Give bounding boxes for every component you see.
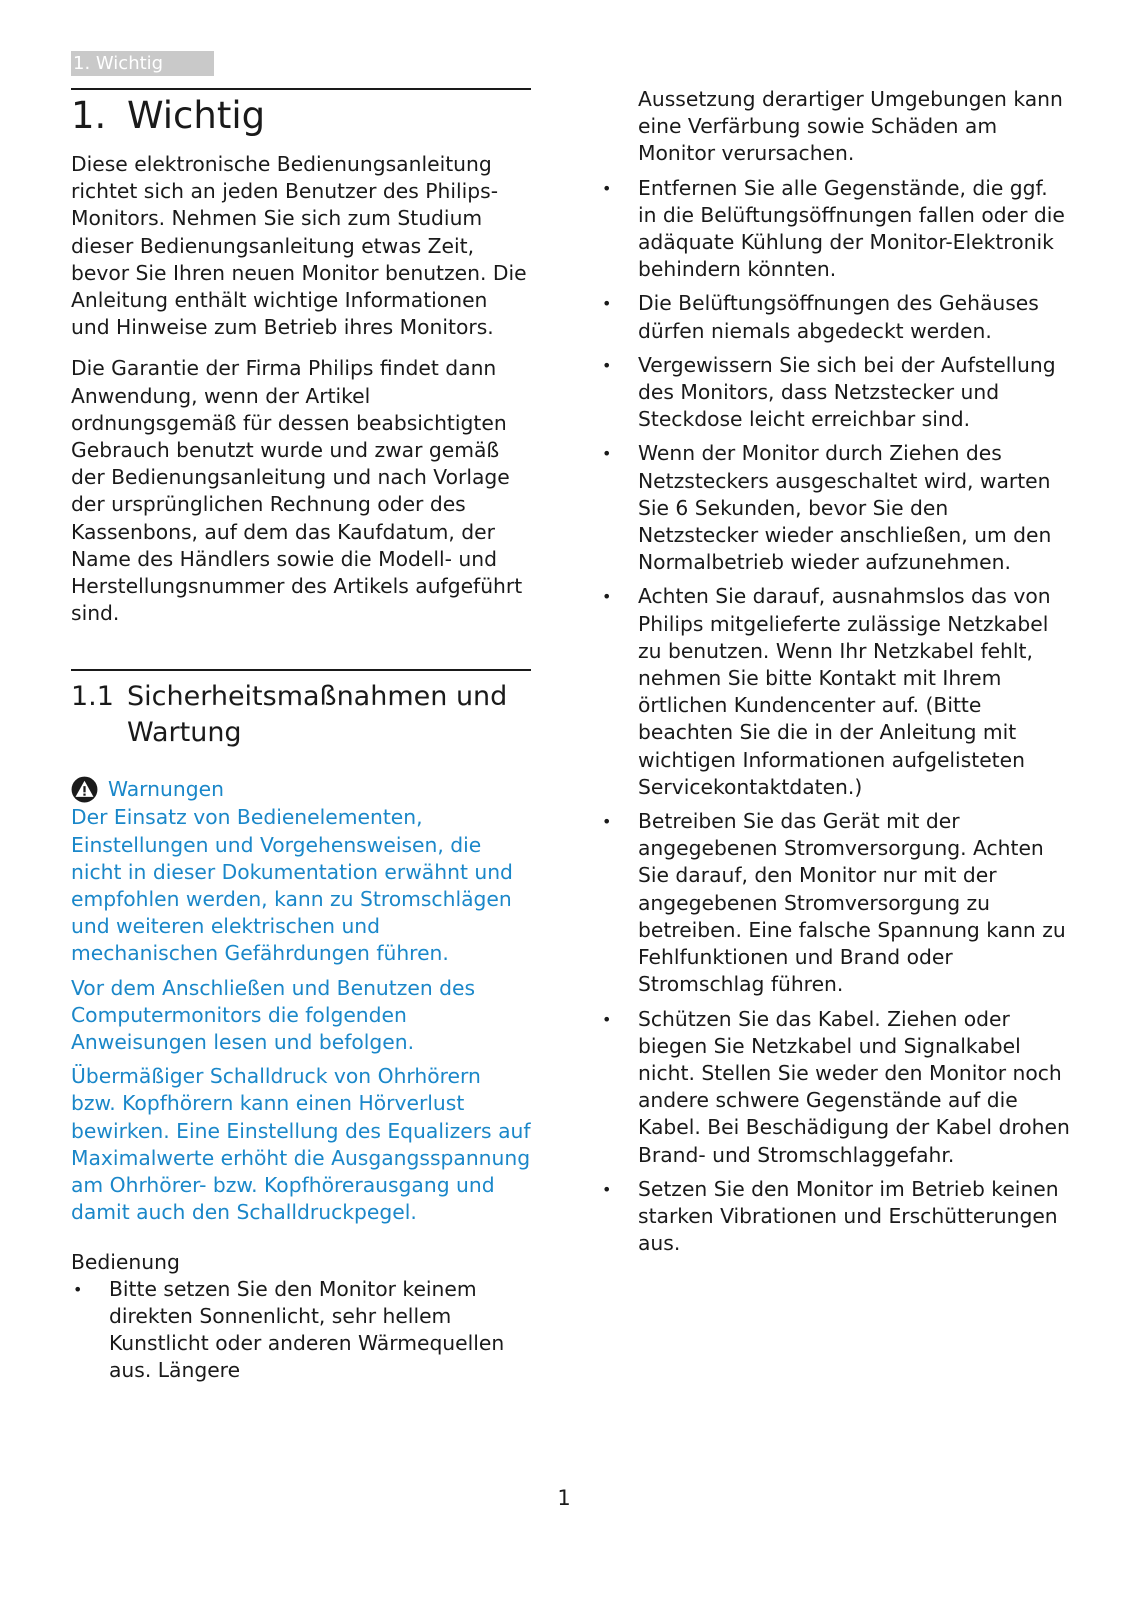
list-item xyxy=(71,1276,531,1385)
list-item-text: Setzen Sie den Monitor im Betrieb keinen starken Vibrationen und Erschütterungen aus. xyxy=(638,1176,1059,1256)
list-item-text: Bitte setzen Sie den Monitor keinem direkten Sonnenlicht, sehr hellem Kunstlicht oder anderen Wärmequellen aus. Längere xyxy=(109,1276,505,1383)
warning-paragraph-2: Vor dem Anschließen und Benutzen des Computermonitors die folgenden Anweisungen lesen und befolgen. xyxy=(71,975,476,1055)
list-item xyxy=(600,290,1070,344)
section-title: Sicherheitsmaßnahmen und Wartung xyxy=(127,681,508,749)
section-rule xyxy=(71,669,531,671)
operation-list-right xyxy=(600,175,1070,1258)
running-header-tab: 1. Wichtig xyxy=(71,51,214,76)
list-item xyxy=(600,808,1070,998)
list-item-text: Die Belüftungsöffnungen des Gehäuses dürfen niemals abgedeckt werden. xyxy=(638,291,1039,343)
bullet-marker: • xyxy=(602,178,612,198)
list-item-text: Vergewissern Sie sich bei der Aufstellung des Monitors, dass Netzstecker und Steckdose leicht erreichbar sind. xyxy=(638,352,1056,432)
list-item xyxy=(600,175,1070,284)
section-number: 1.1 xyxy=(71,681,114,713)
intro-paragraph-1: Diese elektronische Bedienungsanleitung richtet sich an jeden Benutzer des Philips-Monitors. Nehmen Sie sich zum Studium dieser Bedienungsanleitung etwas Zeit, bevor Sie Ihren neuen Monitor benutzen. Die Anleitung enthält wichtige Informationen und Hinweise zum Betrieb ihres Monitors. xyxy=(71,152,527,340)
list-item xyxy=(600,352,1070,434)
intro-paragraph-2: Die Garantie der Firma Philips findet dann Anwendung, wenn der Artikel ordnungsgemäß für dessen beabsichtigten Gebrauch benutzt wurde und zwar gemäß der Bedienungsanleitung und nach Vorlage der ursprünglichen Rechnung oder des Kassenbons, auf dem das Kaufdatum, der Name des Händlers sowie die Modell- und Herstellungsnummer des Artikels aufgeführt sind. xyxy=(71,356,523,626)
left-column xyxy=(71,88,531,1384)
warning-triangle-icon xyxy=(71,776,98,803)
chapter-title: Wichtig xyxy=(127,94,266,137)
page-number: 1 xyxy=(557,1486,571,1510)
list-item-text: Schützen Sie das Kabel. Ziehen oder biegen Sie Netzkabel und Signalkabel nicht. Stellen Sie weder den Monitor noch andere schwere Gegenstände auf die Kabel. Bei Beschädigung der Kabel drohen Brand- und Stromschlaggefahr. xyxy=(638,1006,1070,1167)
bullet-marker: • xyxy=(602,587,612,607)
right-column xyxy=(600,86,1070,1257)
operation-heading: Bedienung xyxy=(71,1249,180,1274)
list-item-text: Achten Sie darauf, ausnahmslos das von Philips mitgelieferte zulässige Netzkabel zu benutzen. Wenn Ihr Netzkabel fehlt, nehmen Sie bitte Kontakt mit Ihrem örtlichen Kundencenter auf. (Bitte beachten Sie die in der Anleitung mit wichtigen Informationen aufgelisteten Servicekontaktdaten.) xyxy=(638,584,1051,799)
bullet-marker: • xyxy=(73,1279,83,1299)
chapter-heading xyxy=(71,93,531,139)
warning-title: Warnungen xyxy=(108,777,224,802)
list-item-text: Entfernen Sie alle Gegenstände, die ggf. in die Belüftungsöffnungen fallen oder die adäquate Kühlung der Monitor-Elektronik behindern könnten. xyxy=(638,175,1065,282)
list-item xyxy=(600,583,1070,801)
bullet-marker: • xyxy=(602,355,612,375)
operation-list-left xyxy=(71,1276,531,1385)
list-item-text: Betreiben Sie das Gerät mit der angegebenen Stromversorgung. Achten Sie darauf, den Monitor nur mit der angegebenen Stromversorgung zu betreiben. Eine falsche Spannung kann zu Fehlfunktionen und Brand oder Stromschlag führen. xyxy=(638,809,1066,997)
list-item-continuation: Aussetzung derartiger Umgebungen kann eine Verfärbung sowie Schäden am Monitor verursachen. xyxy=(638,87,1063,166)
chapter-number: 1. xyxy=(71,94,107,137)
bullet-marker: • xyxy=(602,444,612,464)
warning-paragraph-1: Der Einsatz von Bedienelementen, Einstellungen und Vorgehensweisen, die nicht in dieser Dokumentation erwähnt und empfohlen werden, kann zu Stromschlägen und weiteren elektrischen und mechanischen Gefährdungen führen. xyxy=(71,805,513,966)
list-item xyxy=(600,1006,1070,1169)
chapter-rule xyxy=(71,88,531,90)
bullet-marker: • xyxy=(602,1009,612,1029)
bullet-marker: • xyxy=(602,812,612,832)
bullet-marker: • xyxy=(602,294,612,314)
section-heading xyxy=(71,679,531,751)
warning-heading xyxy=(71,776,531,803)
bullet-marker: • xyxy=(602,1179,612,1199)
list-item-text: Wenn der Monitor durch Ziehen des Netzsteckers ausgeschaltet wird, warten Sie 6 Sekunden, bevor Sie den Netzstecker wieder anschließen, um den Normalbetrieb wieder aufzunehmen. xyxy=(638,441,1052,575)
warning-paragraph-3: Übermäßiger Schalldruck von Ohrhörern bzw. Kopfhörern kann einen Hörverlust bewirken. Eine Einstellung des Equalizers auf Maximalwerte erhöht die Ausgangsspannung am Ohrhörer- bzw. Kopfhörerausgang und damit auch den Schalldruckpegel. xyxy=(71,1064,531,1225)
list-item xyxy=(600,1176,1070,1258)
list-item xyxy=(600,440,1070,576)
